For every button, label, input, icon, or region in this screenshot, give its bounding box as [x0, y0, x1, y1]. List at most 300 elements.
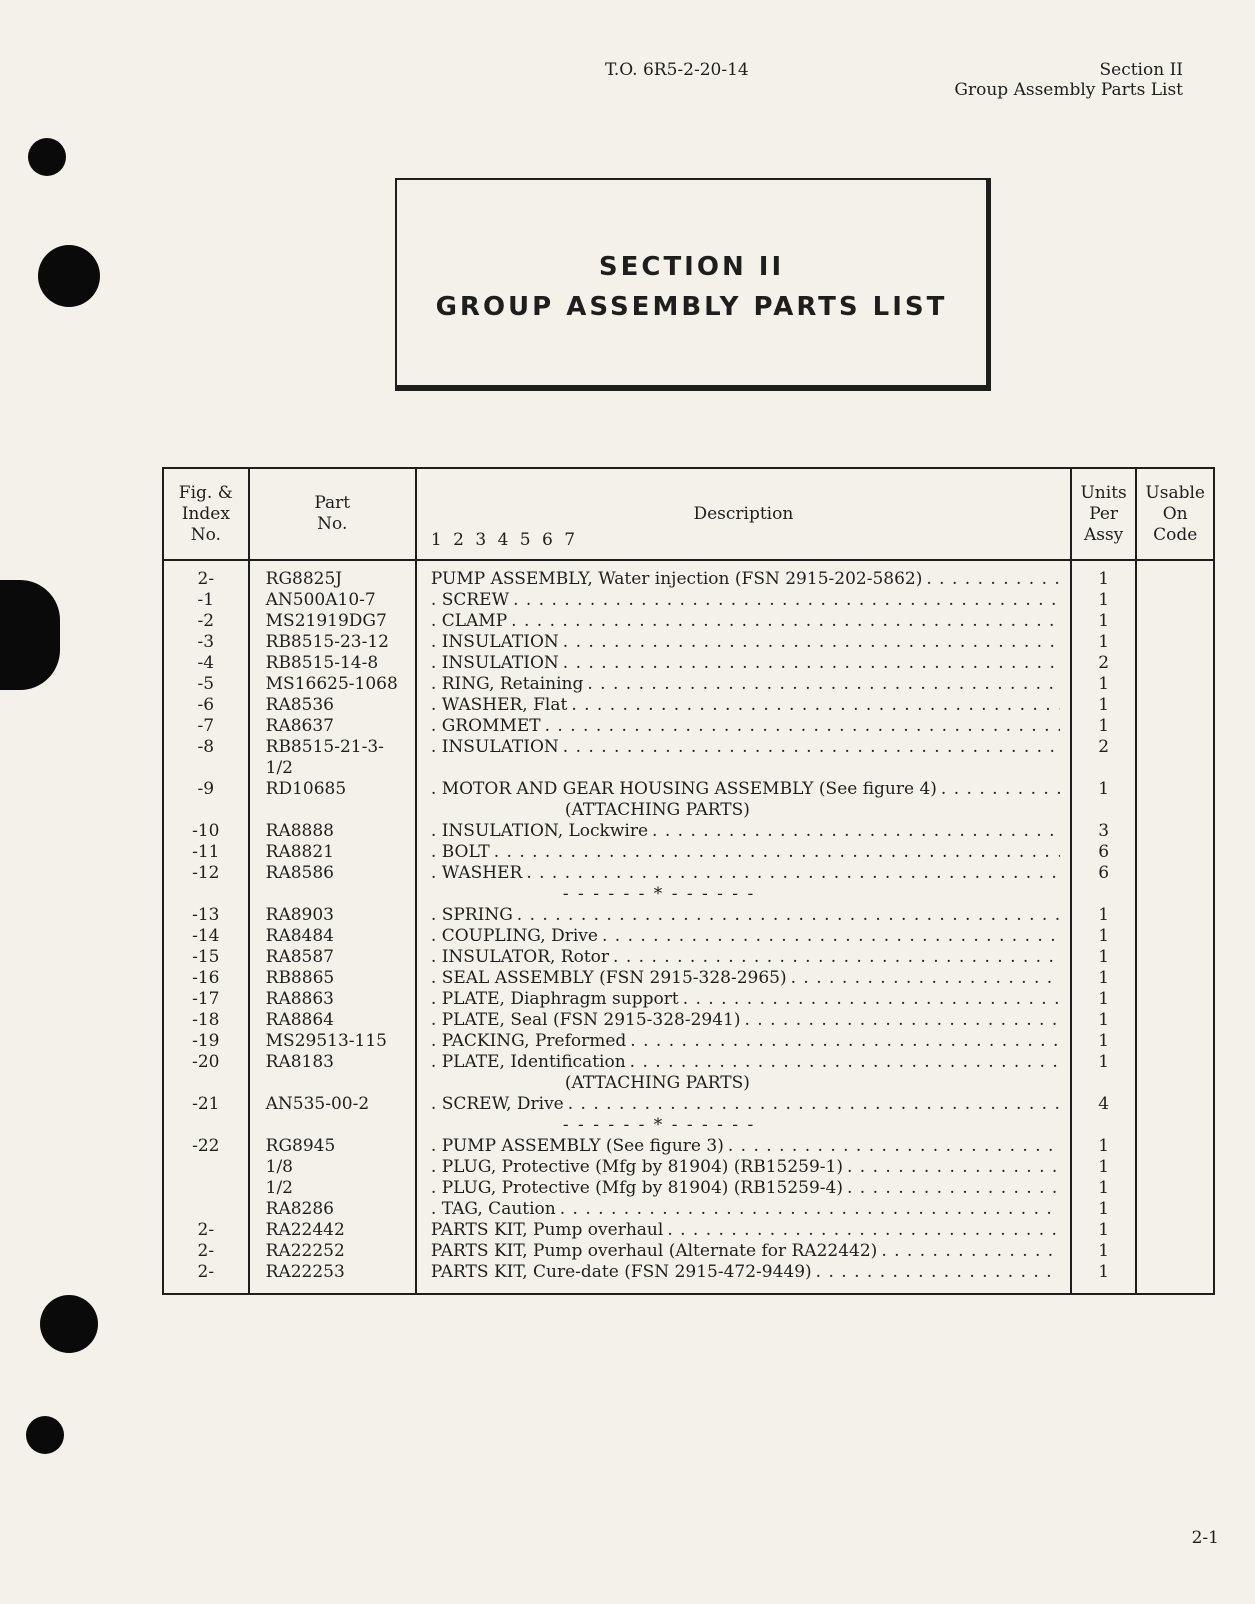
leader-dots — [522, 863, 1060, 884]
table-row — [163, 863, 1214, 884]
units-per-assy-cell: 6 — [1071, 863, 1136, 884]
header-units-line1: Units — [1080, 482, 1127, 503]
description-text: . COUPLING, Drive — [430, 926, 598, 946]
index-cell: -7 — [163, 716, 249, 737]
description-text: . SCREW, Drive — [430, 1094, 564, 1114]
attaching-parts-note: (ATTACHING PARTS) — [564, 1073, 750, 1093]
description-text: . BOLT — [430, 842, 490, 862]
table-row — [163, 716, 1214, 737]
description-line — [431, 737, 1060, 758]
description-line — [431, 863, 1060, 884]
description-cell — [416, 716, 1071, 737]
description-line — [431, 842, 1060, 863]
usable-on-code-cell — [1136, 1031, 1214, 1052]
units-per-assy-cell: 1 — [1071, 695, 1136, 716]
description-text: . PLUG, Protective (Mfg by 81904) (RB15259-1) — [430, 1157, 843, 1177]
description-cell — [416, 1031, 1071, 1052]
description-cell — [416, 674, 1071, 695]
units-per-assy-cell: 1 — [1071, 1157, 1136, 1178]
page-number: 2-1 — [1191, 1528, 1219, 1548]
header-units-per-assy — [1071, 468, 1136, 560]
part-number-cell: 1/2 — [249, 758, 416, 779]
table-row — [163, 1220, 1214, 1241]
description-text: . TAG, Caution — [430, 1199, 556, 1219]
description-cell — [416, 1220, 1071, 1241]
leader-dots — [648, 821, 1060, 842]
index-cell: -8 — [163, 737, 249, 758]
part-number-cell: RG8825J — [249, 560, 416, 590]
usable-on-code-cell — [1136, 611, 1214, 632]
usable-on-code-cell — [1136, 926, 1214, 947]
header-indent-levels: 1 2 3 4 5 6 7 — [430, 530, 579, 550]
description-cell — [416, 989, 1071, 1010]
header-usable-on-code — [1136, 468, 1214, 560]
units-per-assy-cell — [1071, 758, 1136, 779]
usable-on-code-cell — [1136, 758, 1214, 779]
description-text: . PLATE, Identification — [430, 1052, 626, 1072]
usable-on-code-cell — [1136, 1010, 1214, 1031]
part-number-cell: RA8903 — [249, 905, 416, 926]
description-line — [431, 1010, 1060, 1031]
description-line — [431, 1241, 1060, 1262]
part-number-cell: RA8536 — [249, 695, 416, 716]
table-row — [163, 1115, 1214, 1136]
usable-on-code-cell — [1136, 1136, 1214, 1157]
units-per-assy-cell: 1 — [1071, 632, 1136, 653]
header-units-line2: Per — [1089, 503, 1119, 524]
description-line — [431, 926, 1060, 947]
description-text: . CLAMP — [430, 611, 508, 631]
description-text: . INSULATION — [430, 632, 559, 652]
index-cell: -18 — [163, 1010, 249, 1031]
part-number-cell: MS16625-1068 — [249, 674, 416, 695]
index-cell: -6 — [163, 695, 249, 716]
units-per-assy-cell — [1071, 800, 1136, 821]
part-number-cell: RA8864 — [249, 1010, 416, 1031]
leader-dots — [559, 632, 1060, 653]
leader-dots — [626, 1052, 1060, 1073]
units-per-assy-cell: 2 — [1071, 653, 1136, 674]
description-cell — [416, 632, 1071, 653]
units-per-assy-cell: 1 — [1071, 716, 1136, 737]
usable-on-code-cell — [1136, 716, 1214, 737]
description-cell — [416, 1010, 1071, 1031]
description-cell — [416, 800, 1071, 821]
index-cell: -19 — [163, 1031, 249, 1052]
usable-on-code-cell — [1136, 800, 1214, 821]
units-per-assy-cell: 1 — [1071, 947, 1136, 968]
description-text: . SPRING — [430, 905, 513, 925]
units-per-assy-cell: 3 — [1071, 821, 1136, 842]
attaching-parts-note: (ATTACHING PARTS) — [564, 800, 750, 820]
header-part-line1: Part — [314, 493, 351, 513]
description-text: . GROMMET — [430, 716, 541, 736]
description-line — [431, 905, 1060, 926]
part-number-cell — [249, 800, 416, 821]
usable-on-code-cell — [1136, 863, 1214, 884]
header-usable-line3: Code — [1153, 524, 1198, 545]
usable-on-code-cell — [1136, 968, 1214, 989]
description-line — [431, 1178, 1060, 1199]
header-description — [416, 468, 1071, 560]
part-number-cell — [249, 1115, 416, 1136]
part-number-cell: RA8637 — [249, 716, 416, 737]
leader-dots — [509, 590, 1060, 611]
index-cell: -4 — [163, 653, 249, 674]
index-cell: 2- — [163, 1241, 249, 1262]
header-part-no — [249, 468, 416, 560]
doc-number: T.O. 6R5-2-20-14 — [605, 60, 749, 80]
units-per-assy-cell — [1071, 884, 1136, 905]
units-per-assy-cell: 1 — [1071, 1262, 1136, 1294]
table-row — [163, 800, 1214, 821]
usable-on-code-cell — [1136, 653, 1214, 674]
binder-hole-3 — [0, 580, 60, 690]
usable-on-code-cell — [1136, 905, 1214, 926]
part-number-cell: RB8515-21-3- — [249, 737, 416, 758]
header-fig-index-line2: Index — [181, 503, 230, 524]
units-per-assy-cell: 1 — [1071, 590, 1136, 611]
table-row — [163, 968, 1214, 989]
leader-dots — [787, 968, 1060, 989]
part-number-cell: RB8515-23-12 — [249, 632, 416, 653]
leader-dots — [513, 905, 1060, 926]
usable-on-code-cell — [1136, 779, 1214, 800]
table-row — [163, 1094, 1214, 1115]
units-per-assy-cell: 1 — [1071, 1220, 1136, 1241]
table-row — [163, 1052, 1214, 1073]
usable-on-code-cell — [1136, 1115, 1214, 1136]
table-row — [163, 1073, 1214, 1094]
usable-on-code-cell — [1136, 1220, 1214, 1241]
units-per-assy-cell: 1 — [1071, 1010, 1136, 1031]
leader-dots — [559, 653, 1060, 674]
description-cell — [416, 905, 1071, 926]
leader-dots — [877, 1241, 1060, 1262]
table-row — [163, 989, 1214, 1010]
table-row — [163, 632, 1214, 653]
part-number-cell: MS29513-115 — [249, 1031, 416, 1052]
description-cell — [416, 842, 1071, 863]
table-header-row — [163, 468, 1214, 560]
description-cell — [416, 653, 1071, 674]
part-number-cell: RA8484 — [249, 926, 416, 947]
header-fig-index-line3: No. — [190, 524, 221, 545]
description-cell — [416, 590, 1071, 611]
leader-dots — [626, 1031, 1060, 1052]
units-per-assy-cell: 4 — [1071, 1094, 1136, 1115]
table-row — [163, 1178, 1214, 1199]
usable-on-code-cell — [1136, 632, 1214, 653]
description-text: . WASHER — [430, 863, 523, 883]
description-text: PARTS KIT, Pump overhaul — [430, 1220, 664, 1240]
leader-dots — [598, 926, 1060, 947]
description-line — [431, 779, 1060, 800]
description-line — [431, 653, 1060, 674]
table-row — [163, 926, 1214, 947]
leader-dots — [724, 1136, 1060, 1157]
index-cell: -22 — [163, 1136, 249, 1157]
part-number-cell: RG8945 — [249, 1136, 416, 1157]
table-row — [163, 821, 1214, 842]
description-line — [431, 1199, 1060, 1220]
index-cell — [163, 1073, 249, 1094]
description-cell — [416, 737, 1071, 758]
units-per-assy-cell: 1 — [1071, 989, 1136, 1010]
description-line — [431, 1094, 1060, 1115]
description-cell — [416, 1178, 1071, 1199]
part-number-cell: RD10685 — [249, 779, 416, 800]
part-number-cell: RA22252 — [249, 1241, 416, 1262]
description-text: . RING, Retaining — [430, 674, 584, 694]
section-header — [954, 60, 1183, 100]
description-line — [431, 1220, 1060, 1241]
description-line — [431, 1136, 1060, 1157]
index-cell: -3 — [163, 632, 249, 653]
leader-dots — [663, 1220, 1060, 1241]
leader-dots — [740, 1010, 1059, 1031]
index-cell — [163, 1157, 249, 1178]
section-title: SECTION II — [598, 252, 785, 282]
parts-table-body — [163, 560, 1214, 1294]
description-text: . INSULATOR, Rotor — [430, 947, 610, 967]
units-per-assy-cell: 1 — [1071, 926, 1136, 947]
description-cell — [416, 1199, 1071, 1220]
index-cell: -17 — [163, 989, 249, 1010]
usable-on-code-cell — [1136, 1241, 1214, 1262]
index-cell — [163, 884, 249, 905]
description-text: . SCREW — [430, 590, 510, 610]
description-cell — [416, 1136, 1071, 1157]
part-number-cell: RA22442 — [249, 1220, 416, 1241]
description-cell — [416, 926, 1071, 947]
description-cell — [416, 560, 1071, 590]
usable-on-code-cell — [1136, 1052, 1214, 1073]
usable-on-code-cell — [1136, 560, 1214, 590]
units-per-assy-cell: 1 — [1071, 905, 1136, 926]
header-usable-line1: Usable — [1145, 482, 1205, 503]
part-number-cell: AN500A10-7 — [249, 590, 416, 611]
description-cell — [416, 1262, 1071, 1294]
description-cell — [416, 1241, 1071, 1262]
section-label: Section II — [1099, 60, 1183, 80]
description-cell — [416, 695, 1071, 716]
table-row — [163, 1199, 1214, 1220]
part-number-cell: RA8888 — [249, 821, 416, 842]
description-text: PUMP ASSEMBLY, Water injection (FSN 2915-202-5862) — [430, 569, 923, 589]
table-row — [163, 1262, 1214, 1294]
description-text: . SEAL ASSEMBLY (FSN 2915-328-2965) — [430, 968, 787, 988]
description-line — [431, 1031, 1060, 1052]
description-text: . PUMP ASSEMBLY (See figure 3) — [430, 1136, 724, 1156]
description-cell — [416, 758, 1071, 779]
index-cell — [163, 1199, 249, 1220]
leader-dots — [609, 947, 1060, 968]
index-cell: -9 — [163, 779, 249, 800]
binder-hole-5 — [26, 1416, 64, 1454]
description-text: . INSULATION, Lockwire — [430, 821, 649, 841]
index-cell: 2- — [163, 1262, 249, 1294]
index-cell: -16 — [163, 968, 249, 989]
table-row — [163, 884, 1214, 905]
part-number-cell: RA22253 — [249, 1262, 416, 1294]
leader-dots — [679, 989, 1060, 1010]
description-text: PARTS KIT, Cure-date (FSN 2915-472-9449) — [430, 1262, 812, 1282]
part-number-cell: RB8515-14-8 — [249, 653, 416, 674]
description-line — [431, 695, 1060, 716]
part-number-cell: MS21919DG7 — [249, 611, 416, 632]
description-cell — [416, 611, 1071, 632]
description-text: PARTS KIT, Pump overhaul (Alternate for RA22442) — [430, 1241, 878, 1261]
units-per-assy-cell: 1 — [1071, 1241, 1136, 1262]
leader-dots — [559, 737, 1060, 758]
leader-dots — [490, 842, 1060, 863]
description-text: . WASHER, Flat — [430, 695, 568, 715]
index-cell — [163, 758, 249, 779]
index-cell: -13 — [163, 905, 249, 926]
description-line — [431, 674, 1060, 695]
header-fig-index — [163, 468, 249, 560]
usable-on-code-cell — [1136, 1073, 1214, 1094]
leader-dots — [567, 695, 1060, 716]
usable-on-code-cell — [1136, 989, 1214, 1010]
usable-on-code-cell — [1136, 1094, 1214, 1115]
table-row — [163, 842, 1214, 863]
units-per-assy-cell: 1 — [1071, 1031, 1136, 1052]
description-cell — [416, 1157, 1071, 1178]
part-number-cell: 1/2 — [249, 1178, 416, 1199]
part-number-cell: RA8821 — [249, 842, 416, 863]
part-number-cell — [249, 884, 416, 905]
table-row — [163, 779, 1214, 800]
usable-on-code-cell — [1136, 842, 1214, 863]
leader-dots — [507, 611, 1060, 632]
part-number-cell: RA8587 — [249, 947, 416, 968]
leader-dots — [922, 569, 1060, 590]
description-text: . PLUG, Protective (Mfg by 81904) (RB15259-4) — [430, 1178, 843, 1198]
index-cell: -12 — [163, 863, 249, 884]
description-line — [431, 821, 1060, 842]
leader-dots — [564, 1094, 1060, 1115]
table-row — [163, 758, 1214, 779]
index-cell: -15 — [163, 947, 249, 968]
description-text: . PACKING, Preformed — [430, 1031, 627, 1051]
leader-dots — [556, 1199, 1060, 1220]
header-description-label: Description — [693, 503, 794, 524]
index-cell: -5 — [163, 674, 249, 695]
part-number-cell: RA8586 — [249, 863, 416, 884]
description-text: . PLATE, Seal (FSN 2915-328-2941) — [430, 1010, 741, 1030]
description-line — [431, 590, 1060, 611]
index-cell: 2- — [163, 1220, 249, 1241]
table-row — [163, 1031, 1214, 1052]
part-number-cell — [249, 1073, 416, 1094]
usable-on-code-cell — [1136, 590, 1214, 611]
description-cell — [416, 1052, 1071, 1073]
leader-dots — [937, 779, 1060, 800]
units-per-assy-cell: 1 — [1071, 1136, 1136, 1157]
part-number-cell: RB8865 — [249, 968, 416, 989]
binder-hole-1 — [28, 138, 66, 176]
usable-on-code-cell — [1136, 884, 1214, 905]
leader-dots — [843, 1157, 1060, 1178]
leader-dots — [583, 674, 1060, 695]
units-per-assy-cell: 1 — [1071, 1052, 1136, 1073]
header-units-line3: Assy — [1083, 524, 1124, 545]
description-cell — [416, 1115, 1071, 1136]
description-line — [431, 716, 1060, 737]
description-cell — [416, 884, 1071, 905]
section-title-subtitle: GROUP ASSEMBLY PARTS LIST — [435, 292, 948, 322]
part-number-cell: AN535-00-2 — [249, 1094, 416, 1115]
units-per-assy-cell — [1071, 1115, 1136, 1136]
table-row — [163, 590, 1214, 611]
usable-on-code-cell — [1136, 674, 1214, 695]
description-line — [431, 611, 1060, 632]
part-number-cell: RA8183 — [249, 1052, 416, 1073]
description-cell — [416, 821, 1071, 842]
section-title-box — [395, 178, 991, 391]
usable-on-code-cell — [1136, 695, 1214, 716]
units-per-assy-cell: 1 — [1071, 968, 1136, 989]
description-line — [431, 1157, 1060, 1178]
table-row — [163, 1010, 1214, 1031]
description-cell — [416, 863, 1071, 884]
index-cell: -14 — [163, 926, 249, 947]
header-fig-index-line1: Fig. & — [178, 482, 233, 503]
index-cell: -10 — [163, 821, 249, 842]
leader-dots — [843, 1178, 1060, 1199]
table-row — [163, 1241, 1214, 1262]
header-part-line2: No. — [317, 514, 348, 534]
usable-on-code-cell — [1136, 1199, 1214, 1220]
description-cell — [416, 1073, 1071, 1094]
binder-hole-2 — [38, 245, 100, 307]
separator-line: - - - - - - * - - - - - - — [562, 1115, 756, 1135]
units-per-assy-cell: 1 — [1071, 560, 1136, 590]
table-row — [163, 1136, 1214, 1157]
table-row — [163, 947, 1214, 968]
description-line — [431, 632, 1060, 653]
units-per-assy-cell: 1 — [1071, 1178, 1136, 1199]
description-text: . PLATE, Diaphragm support — [430, 989, 679, 1009]
table-row — [163, 674, 1214, 695]
part-number-cell: RA8863 — [249, 989, 416, 1010]
description-cell — [416, 947, 1071, 968]
usable-on-code-cell — [1136, 1262, 1214, 1294]
description-line — [431, 569, 1060, 590]
table-row — [163, 653, 1214, 674]
table-row — [163, 560, 1214, 590]
description-cell — [416, 968, 1071, 989]
header-usable-line2: On — [1162, 503, 1188, 524]
usable-on-code-cell — [1136, 1157, 1214, 1178]
section-subtitle: Group Assembly Parts List — [954, 80, 1183, 100]
description-line — [431, 968, 1060, 989]
description-line — [431, 1052, 1060, 1073]
part-number-cell: RA8286 — [249, 1199, 416, 1220]
table-row — [163, 905, 1214, 926]
separator-line: - - - - - - * - - - - - - — [562, 884, 756, 904]
leader-dots — [812, 1262, 1060, 1283]
usable-on-code-cell — [1136, 737, 1214, 758]
description-line — [431, 989, 1060, 1010]
units-per-assy-cell: 2 — [1071, 737, 1136, 758]
units-per-assy-cell: 1 — [1071, 611, 1136, 632]
units-per-assy-cell: 6 — [1071, 842, 1136, 863]
usable-on-code-cell — [1136, 947, 1214, 968]
table-row — [163, 1157, 1214, 1178]
